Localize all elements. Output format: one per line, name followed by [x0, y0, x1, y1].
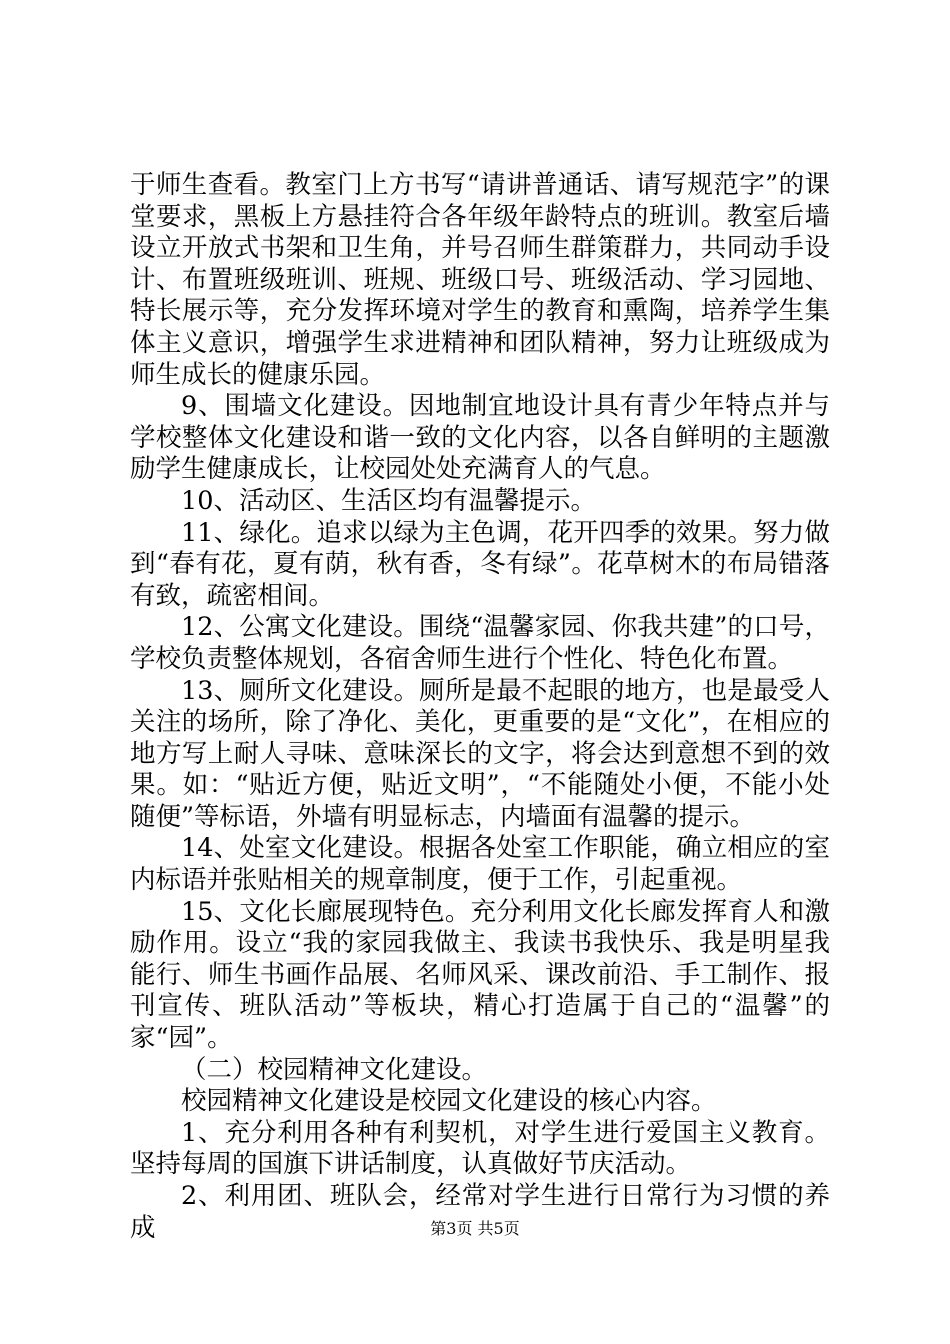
page-footer: 第3页 共5页: [430, 1219, 520, 1238]
paragraph-item-12: 12、公寓文化建设。围绕“温馨家园、你我共建”的口号，学校负责整体规划，各宿舍师生进行个性化、特色化布置。: [130, 612, 830, 674]
paragraph-item-14: 14、处室文化建设。根据各处室工作职能，确立相应的室内标语并张贴相关的规章制度，便于工作，引起重视。: [130, 833, 830, 896]
paragraph-item-11: 11、绿化。追求以绿为主色调，花开四季的效果。努力做到“春有花，夏有荫，秋有香，冬有绿”。花草树木的布局错落有致，疏密相间。: [130, 517, 830, 611]
paragraph-intro: 校园精神文化建设是校园文化建设的核心内容。: [181, 1086, 717, 1117]
document-body: [130, 170, 830, 1244]
paragraph-item-10: 10、活动区、生活区均有温馨提示。: [181, 485, 596, 516]
paragraph-continuation: 于师生查看。教室门上方书写“请讲普通话、请写规范字”的课堂要求，黑板上方悬挂符合各年级年龄特点的班训。教室后墙设立开放式书架和卫生角，并号召师生群策群力，共同动手设计、布置班级班训、班规、班级口号、班级活动、学习园地、特长展示等，充分发挥环境对学生的教育和熏陶，培养学生集体主义意识，增强学生求进精神和团队精神，努力让班级成为师生成长的健康乐园。: [130, 170, 830, 390]
paragraph-item-15: 15、文化长廊展现特色。充分利用文化长廊发挥育人和激励作用。设立“我的家园我做主、我读书我快乐、我是明星我能行、师生书画作品展、名师风采、课改前沿、手工制作、报刊宣传、班队活动”等板块，精心打造属于自己的“温馨”的家“园”。: [130, 896, 830, 1054]
paragraph-item-13: 13、厕所文化建设。厕所是最不起眼的地方，也是最受人关注的场所，除了净化、美化，更重要的是“文化”，在相应的地方写上耐人寻味、意味深长的文字，将会达到意想不到的效果。如：“贴近方便，贴近文明”，“不能随处小便，不能小处随便”等标语，外墙有明显标志，内墙面有温馨的提示。: [130, 675, 830, 832]
paragraph-item-1: 1、充分利用各种有利契机，对学生进行爱国主义教育。坚持每周的国旗下讲话制度，认真做好节庆活动。: [130, 1117, 830, 1180]
paragraph-item-2: 2、利用团、班队会，经常对学生进行日常行为习惯的养成: [130, 1181, 830, 1243]
paragraph-item-9: 9、围墙文化建设。因地制宜地设计具有青少年特点并与学校整体文化建设和谐一致的文化内容，以各自鲜明的主题激励学生健康成长，让校园处处充满育人的气息。: [130, 391, 830, 485]
section-heading: （二）校园精神文化建设。: [181, 1054, 488, 1085]
